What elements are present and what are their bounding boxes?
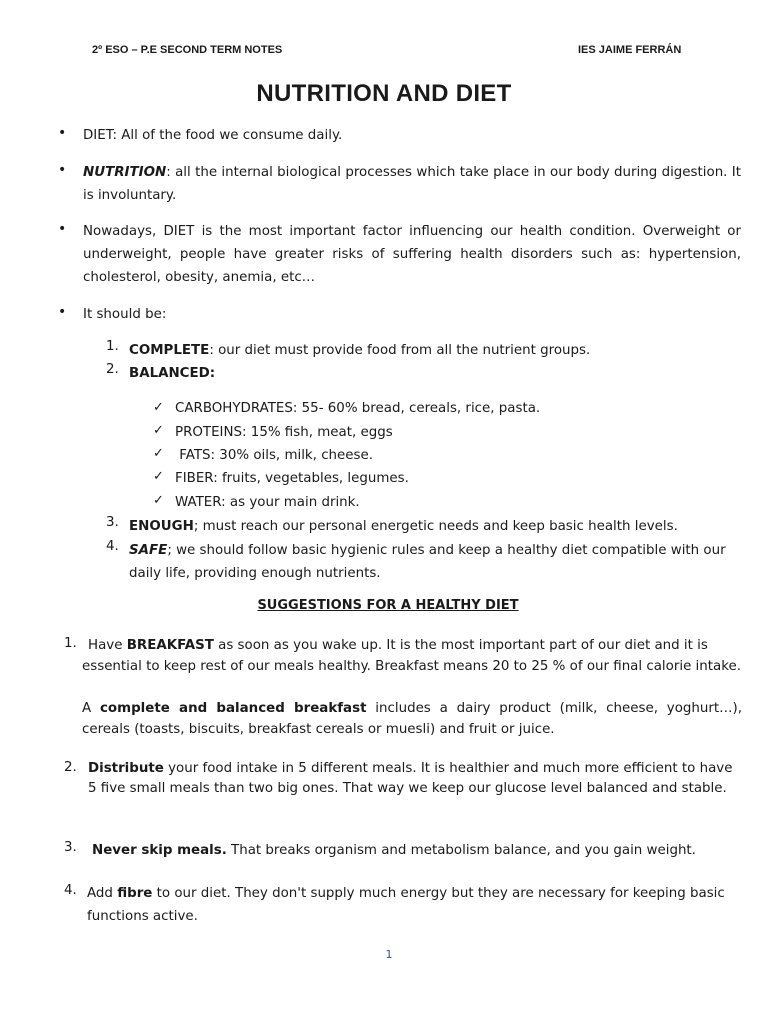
suggestion-num: 3. <box>64 840 77 855</box>
checkmark-icon: ✓ <box>153 469 164 484</box>
check-item-water: WATER: as your main drink. <box>175 495 360 510</box>
bullet-should-be: It should be: <box>83 307 167 322</box>
s3-text: That breaks organism and metabolism balance, and you gain weight. <box>226 843 696 858</box>
s1-pre: Have <box>88 638 127 653</box>
list-num: 3. <box>106 515 119 530</box>
s1-text: as soon as you wake up. It is the most important part of our diet and it is essential to keep rest of our meals healthy. Breakfast means 20 to 25 % of our final calorie intake. <box>82 638 741 674</box>
s1-term: BREAKFAST <box>126 638 214 653</box>
check-item-fats: FATS: 30% oils, milk, cheese. <box>175 448 373 463</box>
suggestion-num: 1. <box>64 636 77 651</box>
nutrition-text: : all the internal biological processes which take place in our body during digestion. It is involuntary. <box>83 165 741 203</box>
s1-p2-text: includes a dairy product (milk, cheese, yoghurt…), cereals (toasts, biscuits, breakfast cereals or muesli) and fruit or juice. <box>82 701 742 737</box>
enough-text: ; must reach our personal energetic needs and keep basic health levels. <box>193 519 678 534</box>
list-num: 1. <box>106 339 119 354</box>
bullet-icon: • <box>58 162 67 178</box>
check-item-proteins: PROTEINS: 15% fish, meat, eggs <box>175 425 393 440</box>
bullet-icon: • <box>58 304 67 320</box>
balanced-text: : <box>209 366 216 381</box>
list-item-safe <box>129 539 741 585</box>
header-left: 2º ESO – P.E SECOND TERM NOTES <box>92 44 283 56</box>
s2-term: Distribute <box>88 761 164 776</box>
s1-p2-pre: A <box>82 701 100 716</box>
bullet-diet <box>83 124 741 147</box>
safe-text: ; we should follow basic hygienic rules and keep a healthy diet compatible with our daily life, providing enough nutrients. <box>129 543 726 581</box>
nutrition-term: NUTRITION <box>83 165 167 180</box>
bullet-icon: • <box>58 125 67 141</box>
check-item-fiber: FIBER: fruits, vegetables, legumes. <box>175 471 409 486</box>
page-title: NUTRITION AND DIET <box>256 80 512 107</box>
s4-term: fibre <box>117 886 153 901</box>
suggestion-breakfast-detail <box>82 698 742 740</box>
page-number: 1 <box>385 948 393 961</box>
list-item-complete <box>129 339 741 362</box>
diet-term: DIET <box>83 128 113 143</box>
balanced-term: BALANCED <box>129 366 210 381</box>
checkmark-icon: ✓ <box>153 493 164 508</box>
suggestions-heading: SUGGESTIONS FOR A HEALTHY DIET <box>257 598 519 613</box>
list-item-enough <box>129 515 741 538</box>
suggestion-breakfast <box>82 635 742 677</box>
s1-p2-term: complete and balanced breakfast <box>99 701 367 716</box>
checkmark-icon: ✓ <box>153 423 164 438</box>
safe-term: SAFE <box>129 543 168 558</box>
suggestion-num: 2. <box>64 760 77 775</box>
suggestion-num: 4. <box>64 883 77 898</box>
list-item-balanced <box>129 362 741 385</box>
checkmark-icon: ✓ <box>153 446 164 461</box>
list-num: 4. <box>106 539 119 554</box>
suggestion-fibre <box>87 882 742 928</box>
s3-term: Never skip meals. <box>92 843 227 858</box>
check-item-carbohydrates: CARBOHYDRATES: 55- 60% bread, cereals, rice, pasta. <box>175 401 541 416</box>
s2-text: your food intake in 5 different meals. It is healthier and much more efficient to have 5 five small meals than two big ones. That way we keep our glucose level balanced and stable. <box>88 761 733 796</box>
enough-term: ENOUGH <box>129 519 194 534</box>
bullet-nutrition <box>83 161 741 207</box>
complete-text: : our diet must provide food from all the nutrient groups. <box>209 343 591 358</box>
diet-text: : All of the food we consume daily. <box>112 128 343 143</box>
header-right: IES JAIME FERRÁN <box>578 44 682 56</box>
checkmark-icon: ✓ <box>153 400 164 415</box>
suggestion-never-skip <box>92 839 742 862</box>
bullet-nowadays: Nowadays, DIET is the most important factor influencing our health condition. Overweight or underweight, people have greater risks of suffering health disorders such as: hypertension, cholesterol, obesity, anemia, etc… <box>83 224 741 285</box>
bullet-icon: • <box>58 221 67 237</box>
list-num: 2. <box>106 362 119 377</box>
s4-text: to our diet. They don't supply much energy but they are necessary for keeping basic functions active. <box>87 886 725 924</box>
suggestion-distribute <box>88 759 742 799</box>
s4-pre: Add <box>87 886 118 901</box>
complete-term: COMPLETE <box>129 343 210 358</box>
